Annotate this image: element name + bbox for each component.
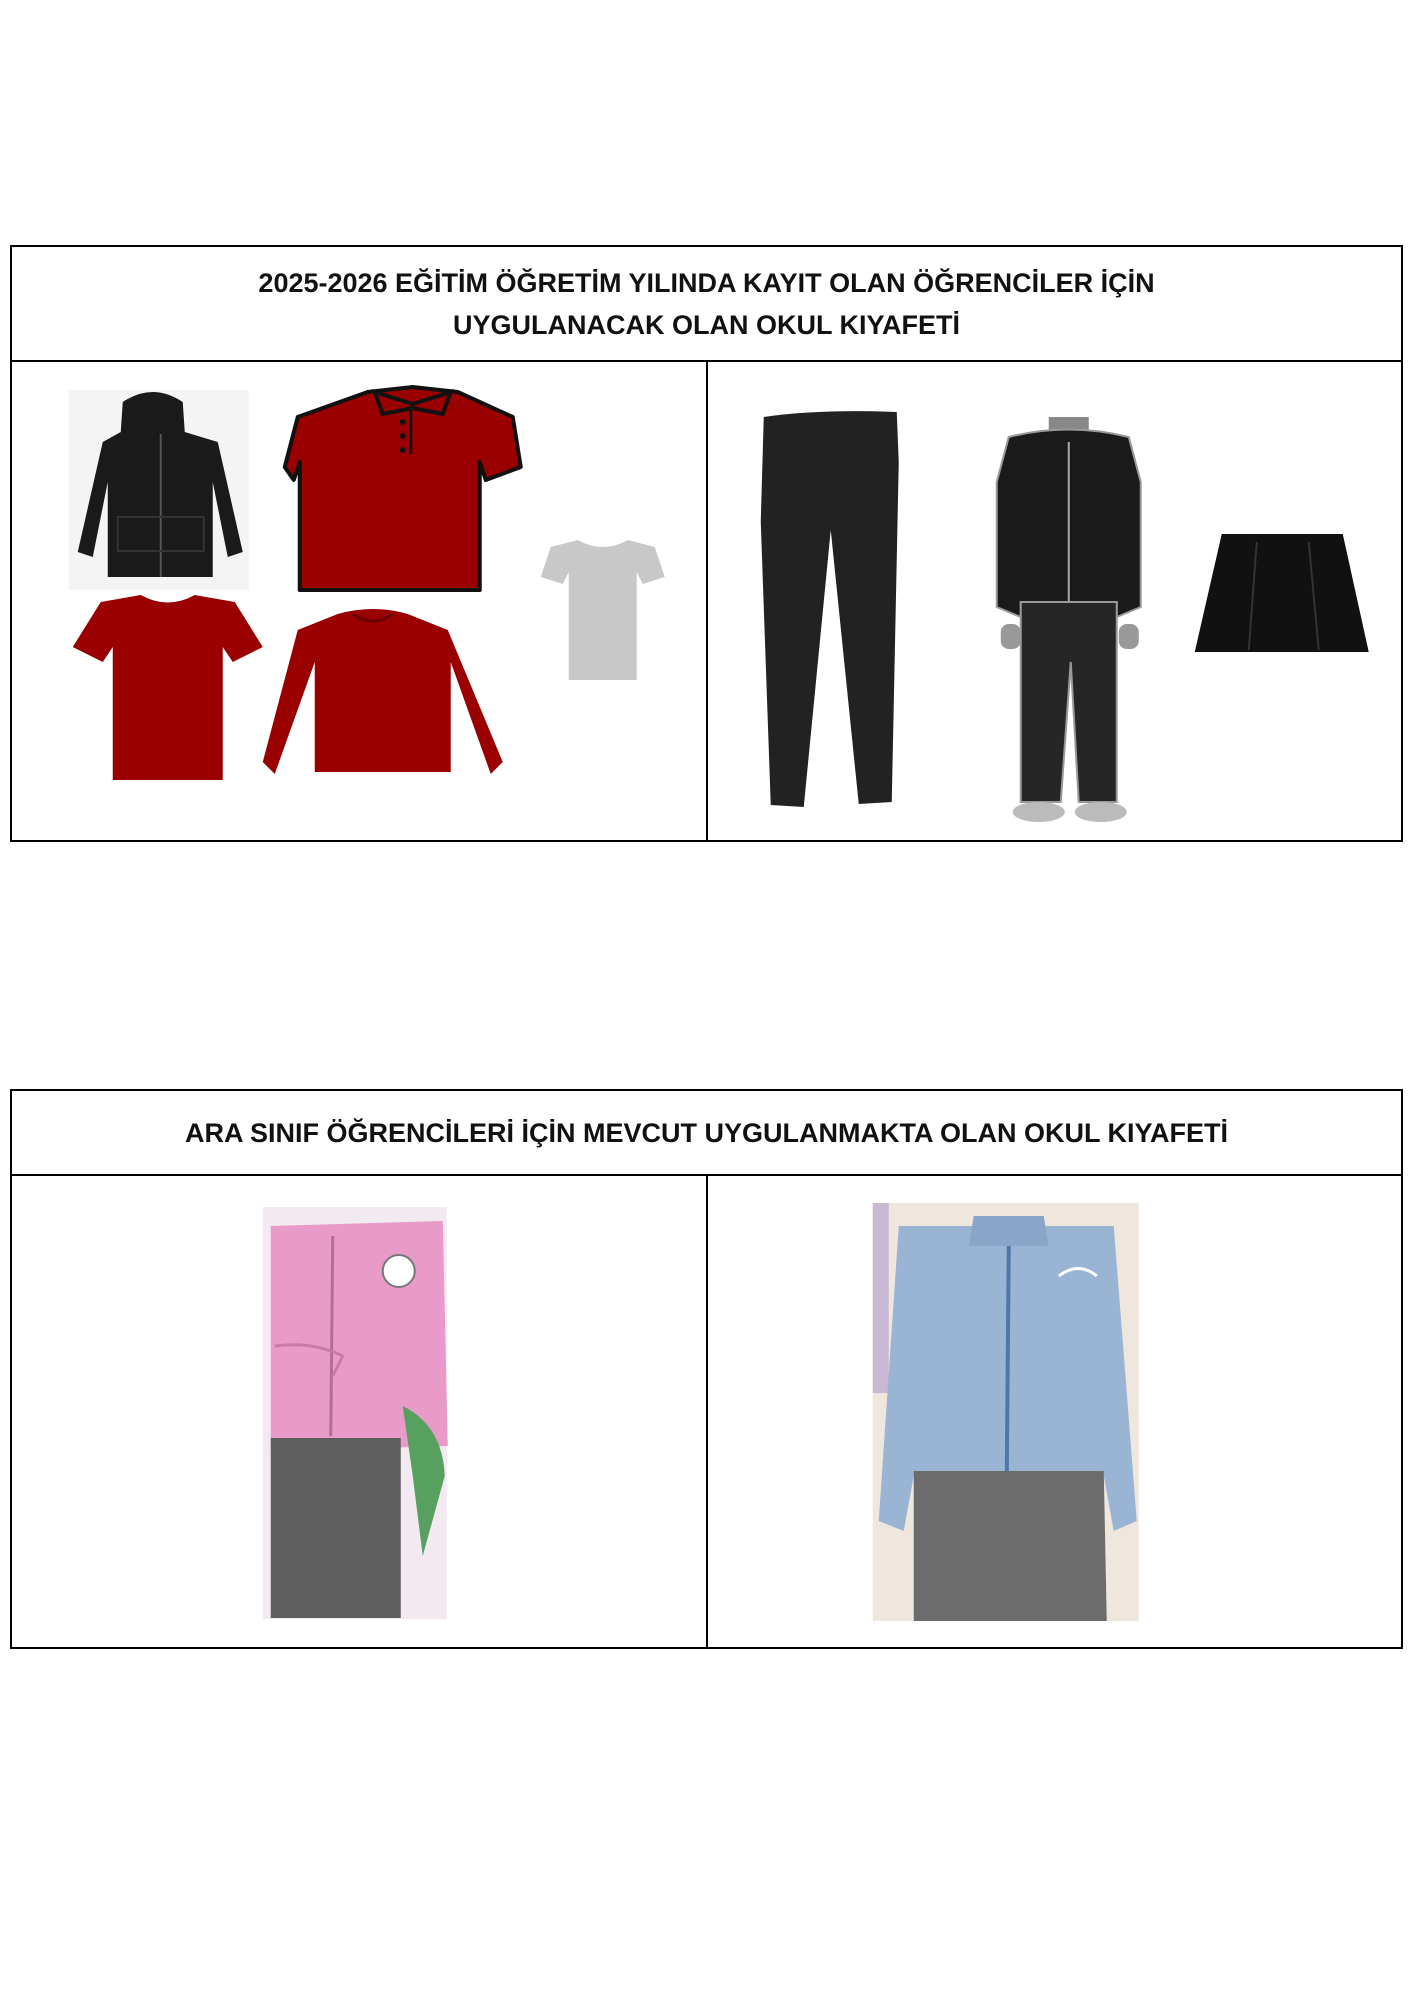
current-uniform-title: ARA SINIF ÖĞRENCİLERİ İÇİN MEVCUT UYGULANMAKTA OLAN OKUL KIYAFETİ — [12, 1091, 1401, 1176]
current-uniform-photo-pink-cell — [12, 1176, 706, 1647]
blue-sweatshirt-photo — [708, 1176, 1402, 1647]
current-uniform-table — [10, 1089, 1403, 1649]
new-uniform-bottoms-cell — [706, 362, 1402, 840]
new-uniform-title-line2: UYGULANACAK OLAN OKUL KIYAFETİ — [452, 309, 960, 340]
bottoms-illustration — [708, 362, 1402, 840]
new-uniform-tops-cell — [12, 362, 706, 840]
new-uniform-table — [10, 245, 1403, 842]
black-hoodie-image — [69, 390, 249, 590]
new-uniform-title — [12, 247, 1401, 362]
black-trousers-image — [760, 411, 898, 807]
current-uniform-photo-blue-cell — [706, 1176, 1402, 1647]
black-skirt-image — [1194, 534, 1368, 652]
red-sweatshirt-image — [263, 609, 503, 774]
tops-illustration — [12, 362, 706, 840]
grey-tshirt-image — [541, 540, 665, 680]
red-tshirt-image — [73, 595, 263, 780]
new-uniform-title-line1: 2025-2026 EĞİTİM ÖĞRETİM YILINDA KAYIT OLAN ÖĞRENCİLER İÇİN — [258, 267, 1155, 298]
pink-sweatshirt-photo — [12, 1176, 706, 1647]
black-tracksuit-image — [996, 417, 1140, 822]
red-polo-image — [285, 387, 521, 590]
